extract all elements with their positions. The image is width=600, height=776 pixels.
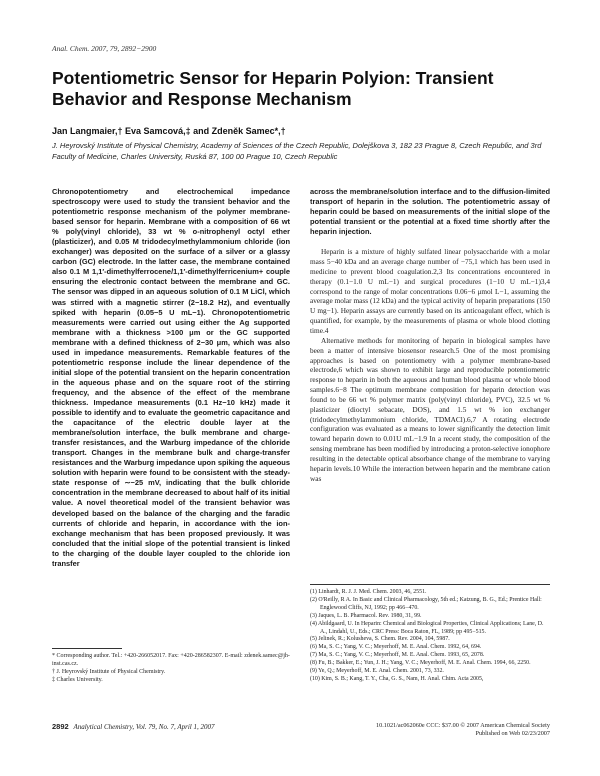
article-title: Potentiometric Sensor for Heparin Polyion: Transient Behavior and Response Mechanism [52,68,494,109]
footnote-affiliation-2: ‡ Charles University. [52,677,103,683]
page-number: 2892 [52,722,69,731]
abstract-text-right: across the membrane/solution interface and to the diffusion-limited transport of heparin in the solution. The potentiometric assay of heparin could be based on measurements of the initial slope of the potential transient or the potential at a fixed time shortly after the heparin injection. [310,187,550,237]
author-list: Jan Langmaier,† Eva Samcová,‡ and Zdeněk Samec*,† [52,126,286,136]
journal-header: Anal. Chem. 2007, 79, 2892−2900 [52,44,157,53]
reference-item: (7) Ma, S. C.; Yang, V. C.; Meyerhoff, M. E. Anal. Chem. 1993, 65, 2078. [310,652,485,659]
doi-line: 10.1021/ac062060e CCC: $37.00 © 2007 American Chemical Society [376,722,550,729]
body-paragraph: Alternative methods for monitoring of heparin in biological samples have been a matter of intensive biosensor research.5 One of the most promising approaches is based on potentiometry with a polymer membrane-based electrode,6 which was shown to exhibit large and reproducible potentiometric response to heparin in both the aqueous and human blood plasma or whole blood samples.6−8 The optimum membrane composition for heparin detection was found to be 66 wt % polymer matrix (poly(vinyl chloride), PVC), 32.5 wt % plasticizer (dioctyl sebacate, DOS), and 1.5 wt % ion exchanger (tridodecylmethylammonium chloride, TDMACl).6,7 A rotating electrode configuration was evaluated as a means to lower significantly the detection limit toward heparin down to 0.01U mL−1.9 In a recent study, the composition of the sensing membrane has been modified by introducing a proton-selective ionophore resulting in the detectable optical absorbance change of the membrane to varying heparin levels.10 While the interaction between heparin and the membrane cation was [310,335,550,483]
footnote-affiliation-1: † J. Heyrovský Institute of Physical Chemistry. [52,669,166,675]
reference-item: (4) Abildgaard, U. In Heparin: Chemical and Biological Properties, Clinical Applications; Lane, D. A., Lindahl, U., Eds.; CRC Press: Boca Raton, FL, 1989; pp 495−515. [310,620,544,635]
page-footer-left [52,722,214,731]
footnotes [52,652,290,684]
reference-item: (5) Jelinek, R.; Kolusheva, S. Chem. Rev. 2004, 104, 5987. [310,636,450,643]
footnote-corresponding: * Corresponding author. Tel.: +420-266052017. Fax: +420-286582307. E-mail: zdenek.samec@jh-inst.cas.cz. [52,653,290,667]
left-column [52,187,290,569]
abstract-text-left: Chronopotentiometry and electrochemical impedance spectroscopy were used to study the transient behavior and the potentiometric response mechanism of the polymer membrane-based sensor for heparin. Membrane with a composition of 66 wt % poly(vinyl chloride), 33 wt % o-nitrophenyl octyl ether (plasticizer), and 0.05 M tridodecylmethylammonium chloride (ion exchanger) was deposited on the surface of a silver or a glassy carbon (GC) electrode. In the latter case, the membrane contained also 0.1 M 1,1′-dimethylferrocene/1,1′-dimethylferricenium+ couple ensuring the electronic contact between the membrane and GC. The sensor was dipped in an aqueous solution of 0.1 M LiCl, which was stirred with a magnetic stirrer (2−18.2 Hz), and eventually spiked with heparin (0.05−5 U mL−1). Chronopotentiometric measurements were carried out using either the Ag supported membrane with a thickness >100 μm or the GC supported membrane with a defined thickness of 2−30 μm, which was also used in impedance measurements. Remarkable features of the potentiometric response include the linear dependence of the initial slope of the potential transient on the heparin concentration in the aqueous phase and on the square root of the stirring frequency, and the absence of the effect of the membrane thickness. Impedance measurements (0.1 Hz−10 kHz) made it possible to identify and to evaluate the geometric capacitance and the capacitance of the electric double layer at the membrane/solution interface, the bulk membrane and charge-transfer resistances, and the Warburg impedance of the chloride transport. Changes in the membrane bulk and charge-transfer resistances and the Warburg impedance upon spiking the aqueous solution with heparin were found to be consistent with the steady-state response of ∼−25 mV, indicating that the bulk chloride concentration in the membrane decreased to about half of its initial value. A novel theoretical model of the transient behavior was developed based on the balance of the charging and the faradic currents of chloride and heparin, in accordance with the ion-exchange mechanism that has been proposed previously. It was concluded that the initial slope of the potential transient is linked to the charging of the double layer coupled to the chloride ion transfer [52,187,290,568]
right-column [310,187,550,483]
footnote-rule [52,648,122,649]
reference-item: (9) Ye, Q.; Meyerhoff, M. E. Anal. Chem. 2001, 73, 332. [310,668,444,675]
reference-item: (1) Linhardt, R. J. J. Med. Chem. 2003, 46, 2551. [310,589,427,595]
body-paragraph: Heparin is a mixture of highly sulfated linear polysaccharide with a molar mass 5−40 kDa and an average charge number of −75,1 which has been used in medicine to prevent blood coagulation.2,3 Its concentrations encountered in therapy (0.1−1.0 U mL−1) and surgical procedures (1−10 U mL−1)3,4 correspond to the range of molar concentrations 0.06−6 μmol L−1, assuming the average molar mass (12 kDa) and the typical activity of heparin preparations (150 U mg−1). Heparin assays are currently based on its anticoagulant effect, which is quantified, for example, by the measurements of plasma or whole blood clotting time.4 [310,247,550,335]
reference-item: (6) Ma, S. C.; Yang, V. C.; Meyerhoff, M. E. Anal. Chem. 1992, 64, 694. [310,644,482,651]
page-footer-right [376,722,550,738]
published-line: Published on Web 02/23/2007 [475,730,550,737]
reference-list [310,589,550,684]
reference-item: (3) Jaques, L. B. Pharmacol. Rev. 1980, 31, 99. [310,612,422,619]
reference-item: (10) Kim, S. B.; Kang, T. Y., Cha, G. S., Nam, H. Anal. Chim. Acta 2005, [310,675,484,682]
journal-issue: Analytical Chemistry, Vol. 79, No. 7, April 1, 2007 [73,723,215,731]
reference-item: (8) Fu, B.; Bakker, E.; Yun, J. H.; Yang, V. C.; Meyerhoff, M. E. Anal. Chem. 1994, 66, 2250. [310,660,531,667]
reference-item: (2) O'Reilly, R A. In Basic and Clinical Pharmacology, 5th ed.; Katzung, B. G., Ed.; Prentice Hall: Englewood Cliffs, NJ, 1992; pp 466−470. [310,596,542,611]
affiliation: J. Heyrovský Institute of Physical Chemistry, Academy of Sciences of the Czech Republic, Dolejškova 3, 182 23 Prague 8, Czech Republic, and 3rd Faculty of Medicine, Charles University, Ruská 87, 100 00 Prague 10, Czech Republic [52,141,542,161]
body-text [310,247,550,483]
references-rule [310,584,550,585]
